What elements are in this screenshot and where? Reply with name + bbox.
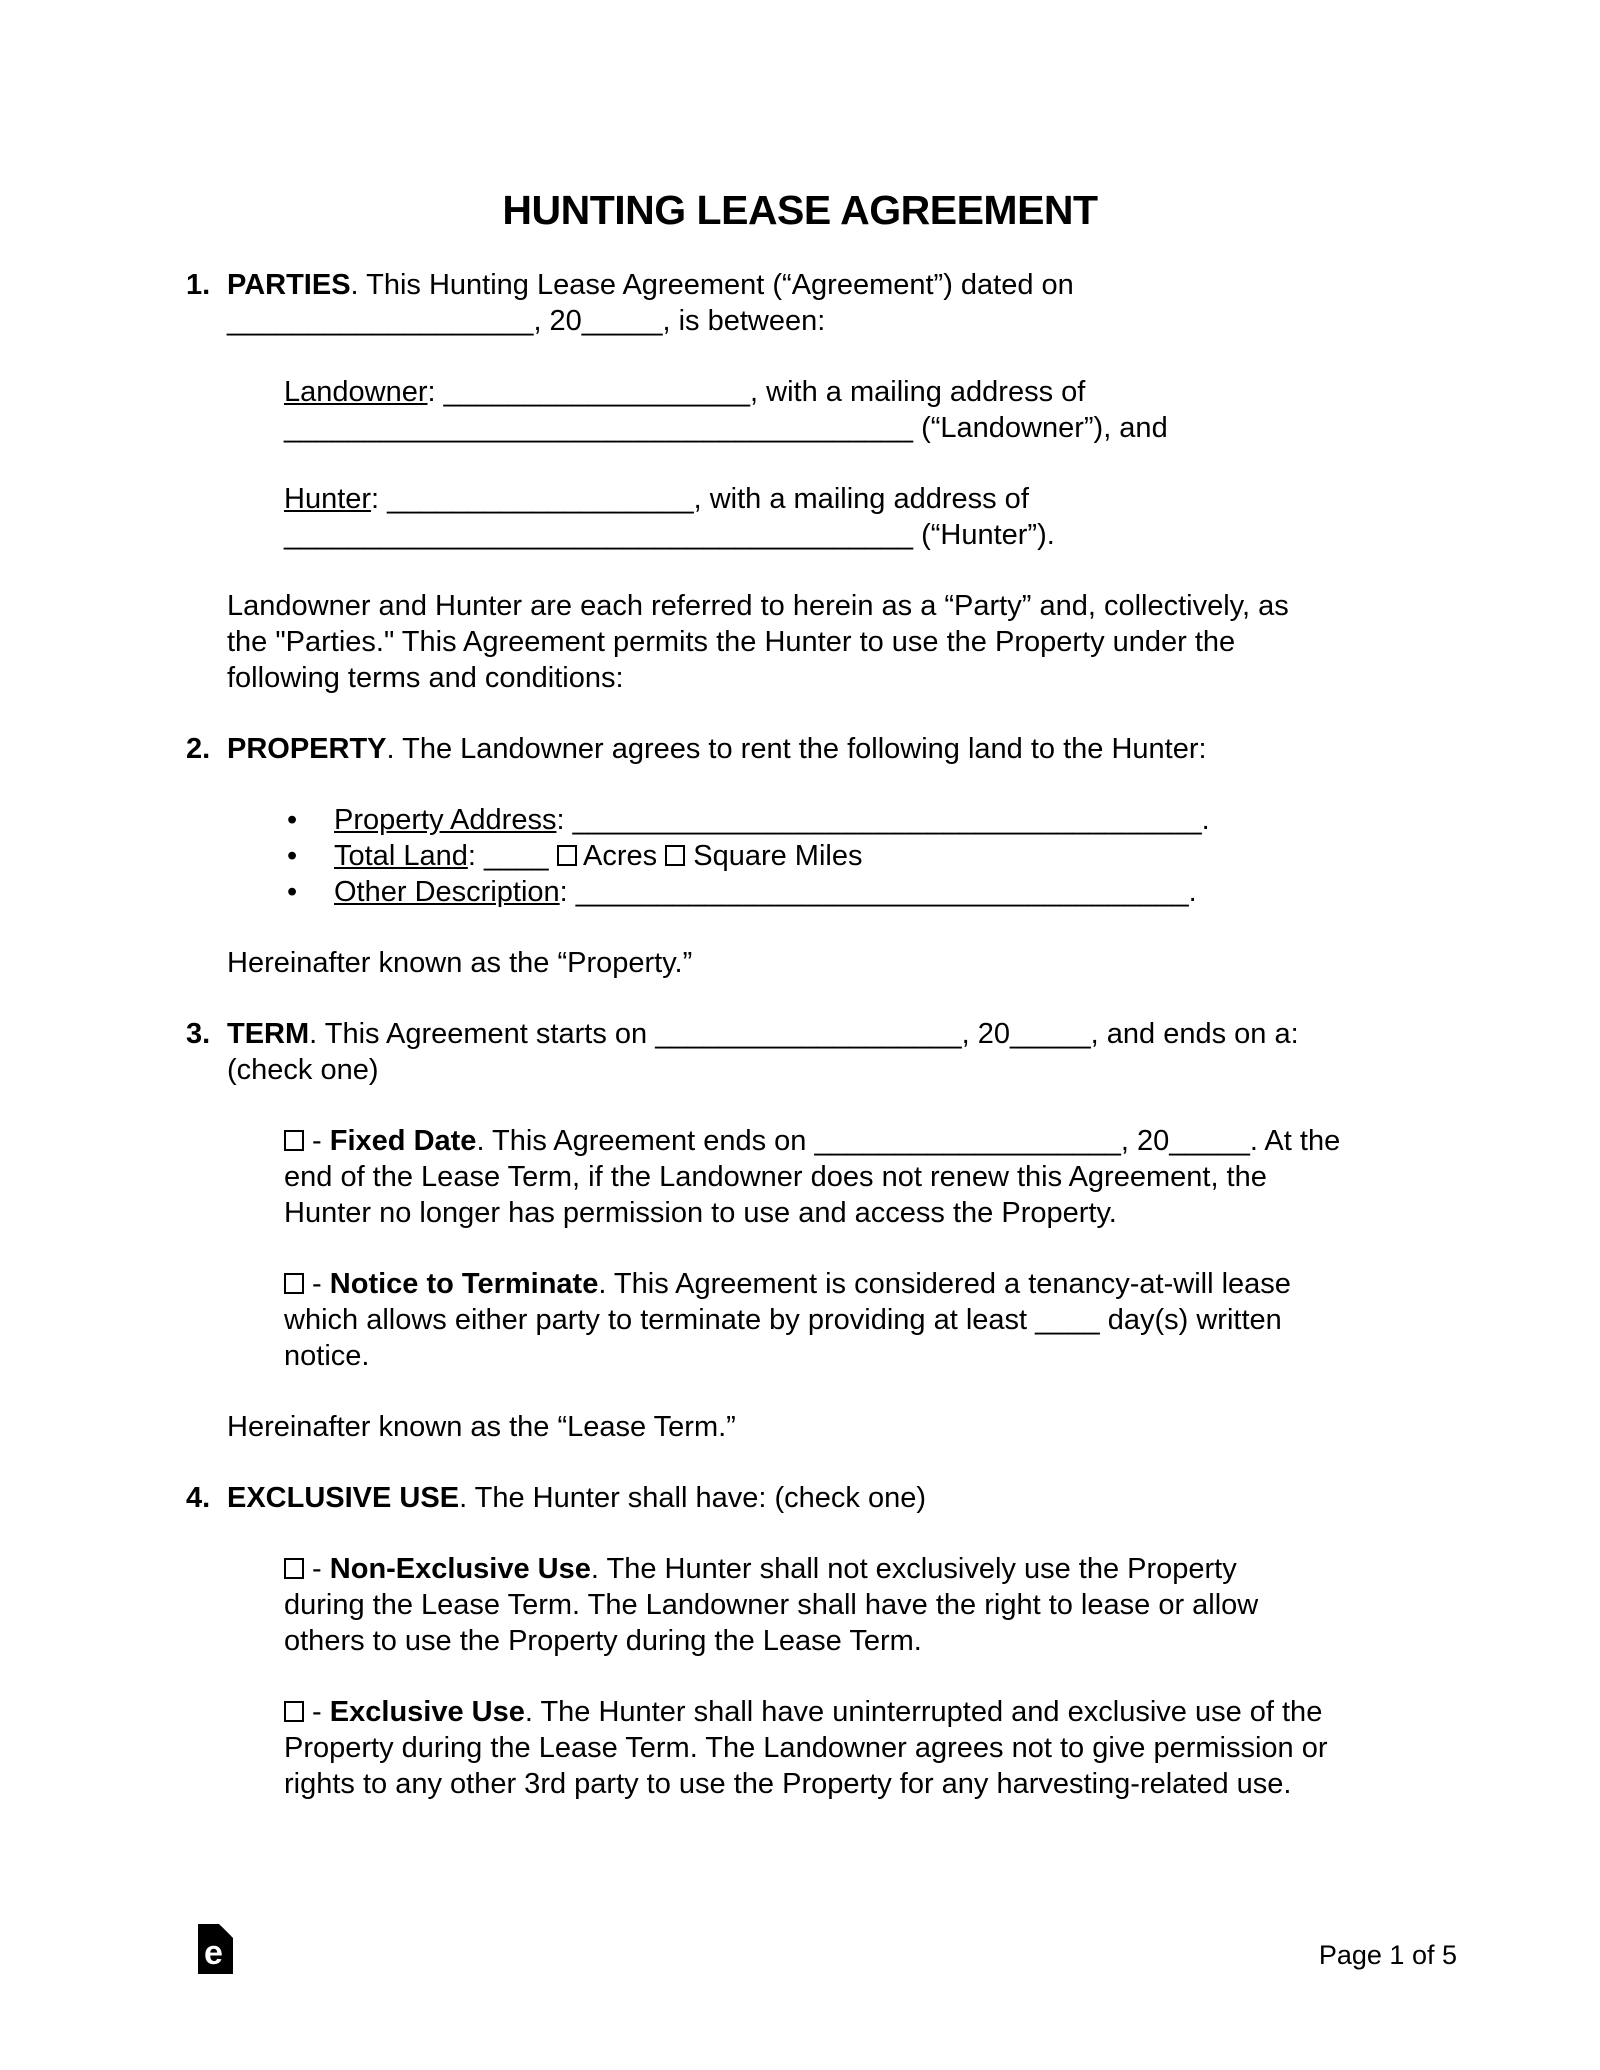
text-run: : ___________________, with a mailing address of	[371, 483, 1029, 515]
checkbox-icon[interactable]	[284, 1130, 304, 1151]
bullet-icon: •	[287, 876, 298, 908]
text-line	[284, 1123, 1486, 1159]
text-run: ___________________, 20_____, is between:	[227, 305, 826, 337]
text-run: Hereinafter known as the “Lease Term.”	[227, 1411, 736, 1443]
underlined-label: Other Description	[334, 876, 560, 908]
paragraph	[186, 1266, 1486, 1374]
bold-label: TERM	[227, 1018, 310, 1050]
text-line	[284, 1730, 1486, 1766]
numbered-section	[186, 731, 1486, 767]
text-line	[284, 1302, 1486, 1338]
text-line	[284, 481, 1486, 517]
text-run: . The Hunter shall not exclusively use the Property	[590, 1553, 1237, 1585]
text-run: -	[304, 1268, 330, 1300]
numbered-section	[186, 267, 1486, 339]
text-line	[284, 1266, 1486, 1302]
text-run: . The Hunter shall have: (check one)	[459, 1482, 926, 1514]
text-run: during the Lease Term. The Landowner shall have the right to lease or allow	[284, 1589, 1259, 1621]
eforms-logo-icon	[198, 1924, 233, 1974]
text-line	[227, 945, 1486, 981]
paragraph	[186, 945, 1486, 981]
text-run: Landowner and Hunter are each referred to herein as a “Party” and, collectively, as	[227, 590, 1289, 622]
text-line	[227, 303, 1486, 339]
text-run: Square Miles	[685, 840, 863, 872]
section-number: 1.	[186, 269, 211, 301]
text-run: -	[304, 1553, 330, 1585]
paragraph	[186, 1551, 1486, 1659]
page-number-label: Page 1 of 5	[1318, 1940, 1457, 1970]
section-number: 2.	[186, 733, 211, 765]
text-line	[284, 1623, 1486, 1659]
underlined-label: Hunter	[284, 483, 372, 515]
section-number: 4.	[186, 1482, 211, 1514]
text-line	[227, 1409, 1486, 1445]
text-line	[284, 374, 1486, 410]
paragraph	[186, 1694, 1486, 1802]
text-line	[227, 1480, 1486, 1516]
text-run: Property during the Lease Term. The Landowner agrees not to give permission or	[284, 1732, 1328, 1764]
paragraph	[186, 374, 1486, 446]
text-run: others to use the Property during the Lease Term.	[284, 1625, 922, 1657]
text-line	[284, 1551, 1486, 1587]
numbered-section	[186, 1016, 1486, 1088]
text-run: Hunter no longer has permission to use and access the Property.	[284, 1197, 1117, 1229]
text-line	[227, 731, 1486, 767]
checkbox-icon[interactable]	[284, 1273, 304, 1294]
paragraph	[186, 588, 1486, 696]
text-run: end of the Lease Term, if the Landowner does not renew this Agreement, the	[284, 1161, 1267, 1193]
list-item	[287, 874, 1486, 910]
text-line	[227, 1016, 1486, 1052]
text-line	[227, 624, 1486, 660]
underlined-label: Property Address	[334, 804, 557, 836]
bullet-list	[186, 802, 1486, 910]
text-run: -	[304, 1125, 330, 1157]
bold-label: PROPERTY	[227, 733, 387, 765]
text-run: . This Agreement starts on ___________________, 20_____, and ends on a:	[309, 1018, 1299, 1050]
text-run: _______________________________________ (“Landowner”), and	[284, 412, 1168, 444]
text-run: : _______________________________________.	[556, 804, 1210, 836]
bullet-icon: •	[287, 804, 298, 836]
checkbox-icon[interactable]	[284, 1701, 304, 1722]
checkbox-icon[interactable]	[557, 845, 577, 866]
text-run: . This Hunting Lease Agreement (“Agreement”) dated on	[350, 269, 1074, 301]
text-run: Acres	[576, 840, 666, 872]
bold-label: Fixed Date	[329, 1125, 477, 1157]
paragraph	[186, 1123, 1486, 1231]
text-line	[227, 1052, 1486, 1088]
paragraph	[186, 1409, 1486, 1445]
text-line	[227, 588, 1486, 624]
text-run: following terms and conditions:	[227, 662, 624, 694]
bullet-icon: •	[287, 840, 298, 872]
text-run: : ___________________, with a mailing address of	[427, 376, 1086, 408]
text-line	[284, 1195, 1486, 1231]
list-item	[287, 802, 1486, 838]
text-run: the "Parties." This Agreement permits the Hunter to use the Property under the	[227, 626, 1236, 658]
text-run: : ____	[467, 840, 557, 872]
checkbox-icon[interactable]	[665, 845, 685, 866]
text-run: which allows either party to terminate by providing at least ____ day(s) written	[284, 1304, 1282, 1336]
checkbox-icon[interactable]	[284, 1558, 304, 1579]
text-line	[284, 1766, 1486, 1802]
text-run: notice.	[284, 1340, 370, 1372]
logo-letter: e	[204, 1934, 223, 1972]
text-line	[284, 410, 1486, 446]
text-run: (check one)	[227, 1054, 379, 1086]
section-number: 3.	[186, 1018, 211, 1050]
text-run: . The Landowner agrees to rent the following land to the Hunter:	[386, 733, 1207, 765]
text-line	[284, 1338, 1486, 1374]
text-run: _______________________________________ (“Hunter”).	[284, 519, 1055, 551]
text-line	[284, 1587, 1486, 1623]
bold-label: Notice to Terminate	[329, 1268, 599, 1300]
underlined-label: Total Land	[334, 840, 468, 872]
bold-label: Non-Exclusive Use	[329, 1553, 591, 1585]
text-line	[284, 517, 1486, 553]
text-run: . This Agreement ends on ___________________, 20_____. At the	[476, 1125, 1341, 1157]
text-run: . The Hunter shall have uninterrupted and exclusive use of the	[524, 1696, 1323, 1728]
text-run: rights to any other 3rd party to use the Property for any harvesting-related use.	[284, 1768, 1292, 1800]
numbered-section	[186, 1480, 1486, 1516]
text-line	[284, 1159, 1486, 1195]
text-run: . This Agreement is considered a tenancy-at-will lease	[598, 1268, 1291, 1300]
document-body	[186, 267, 1486, 1802]
paragraph	[186, 481, 1486, 553]
bold-label: Exclusive Use	[329, 1696, 525, 1728]
text-run: -	[304, 1696, 330, 1728]
page-title: HUNTING LEASE AGREEMENT	[502, 187, 1098, 233]
text-line	[227, 267, 1486, 303]
text-line	[227, 660, 1486, 696]
bold-label: EXCLUSIVE USE	[227, 1482, 460, 1514]
text-run: Hereinafter known as the “Property.”	[227, 947, 693, 979]
bold-label: PARTIES	[227, 269, 351, 301]
text-line	[284, 1694, 1486, 1730]
list-item	[287, 838, 1486, 874]
underlined-label: Landowner	[284, 376, 428, 408]
text-run: : ______________________________________.	[559, 876, 1197, 908]
